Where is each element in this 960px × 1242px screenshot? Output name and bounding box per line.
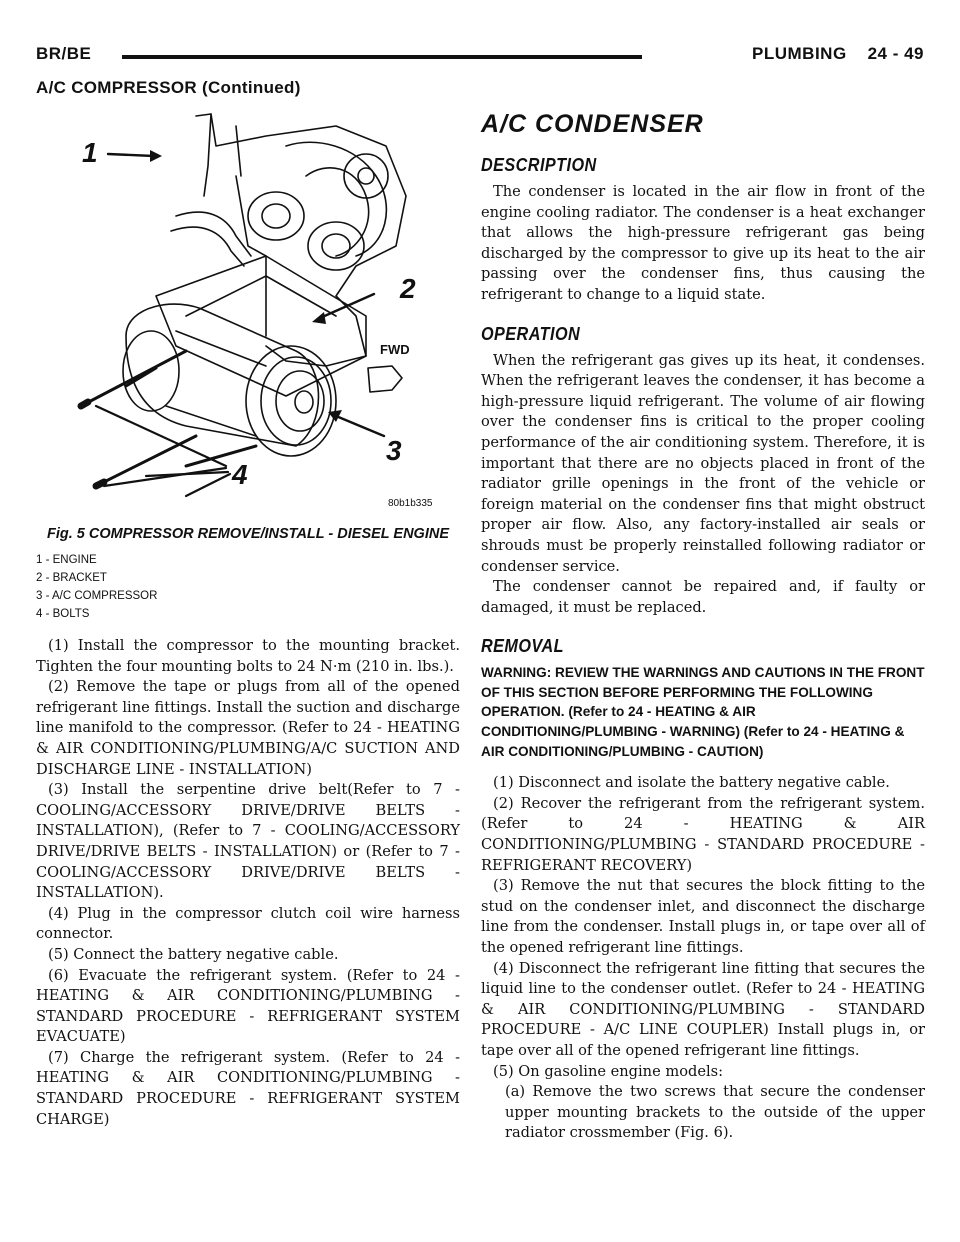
- figure-code: 80b1b335: [388, 498, 433, 509]
- legend-item: 4 - BOLTS: [36, 608, 90, 620]
- figure-legend: [36, 551, 460, 623]
- header-section-page: PLUMBING 24 - 49: [752, 44, 924, 63]
- header-model: BR/BE: [36, 44, 92, 63]
- legend-item: 2 - BRACKET: [36, 572, 107, 584]
- step-paragraph: (1) Disconnect and isolate the battery negative cable.: [493, 774, 890, 792]
- step-paragraph: (3) Remove the nut that secures the block fitting to the stud on the condenser inlet, and disconnect the discharge line from the condenser. Install plugs in, or tape over all of the opened refrigerant line fittings.: [481, 877, 925, 956]
- fwd-label: FWD: [380, 342, 410, 357]
- callout-4: 4: [232, 459, 248, 490]
- step-paragraph: (2) Remove the tape or plugs from all of the opened refrigerant line fittings. Install the suction and discharge line manifold to the compressor. (Refer to 24 - HEATING & AIR CONDITIONING/PLUMBING/A/C SUCTION AND DISCHARGE LINE - INSTALLATION): [36, 678, 460, 778]
- removal-heading: REMOVAL: [481, 636, 564, 657]
- step-paragraph: (3) Install the serpentine drive belt(Refer to 7 - COOLING/ACCESSORY DRIVE/DRIVE BELTS - INSTALLATION), (Refer to 7 - COOLING/ACCESSORY DRIVE/DRIVE BELTS - INSTALLATION) or (Refer to 7 - COOLING/ACCESSORY DRIVE/DRIVE BELTS - INSTALLATION).: [36, 781, 460, 902]
- operation-paragraph: When the refrigerant gas gives up its heat, it condenses. When the refrigerant leaves the condenser, it has become a high-pressure liquid refrigerant. The volume of air flowing over the condenser fins is critical to the proper cooling performance of the air conditioning system. Therefore, it is important that there are no objects placed in front of the radiator grille openings in the front of the vehicle or foreign material on the condenser fins that might obstruct proper air flow. Also, any factory-installed air seals or shrouds must be properly reinstalled following radiator or condenser service.: [481, 351, 925, 575]
- step-paragraph: (2) Recover the refrigerant from the refrigerant system. (Refer to 24 - HEATING & AIR CONDITIONING/PLUMBING - STANDARD PROCEDURE - REFRIGERANT RECOVERY): [481, 794, 925, 874]
- callout-2: 2: [400, 273, 416, 304]
- step-paragraph: (1) Install the compressor to the mounting bracket. Tighten the four mounting bolts to 24 N·m (210 in. lbs.).: [36, 637, 460, 675]
- removal-warning: WARNING: REVIEW THE WARNINGS AND CAUTIONS IN THE FRONT OF THIS SECTION BEFORE PERFORMING THE FOLLOWING OPERATION. (Refer to 24 - HEATING & AIR CONDITIONING/PLUMBING - WARNING) (Refer to 24 - HEATING & AIR CONDITIONING/PLUMBING - CAUTION): [481, 665, 925, 759]
- description-heading: DESCRIPTION: [481, 155, 597, 175]
- step-paragraph: (4) Plug in the compressor clutch coil wire harness connector.: [36, 904, 460, 943]
- removal-steps: [481, 773, 925, 1144]
- operation-heading: OPERATION: [481, 323, 581, 344]
- legend-item: 3 - A/C COMPRESSOR: [36, 590, 158, 602]
- operation-paragraph: The condenser cannot be repaired and, if faulty or damaged, it must be replaced.: [481, 578, 925, 616]
- substep-paragraph: (a) Remove the two screws that secure the condenser upper mounting brackets to the outside of the upper radiator crossmember (Fig. 6).: [505, 1083, 925, 1142]
- callout-1: 1: [82, 137, 98, 168]
- compressor-illustration: [36, 106, 460, 521]
- left-column: [36, 106, 460, 1130]
- step-paragraph: (5) On gasoline engine models:: [493, 1062, 724, 1080]
- header-rule: [122, 55, 642, 59]
- step-paragraph: (4) Disconnect the refrigerant line fitting that secures the liquid line to the condenser outlet. (Refer to 24 - HEATING & AIR CONDITIONING/PLUMBING - STANDARD PROCEDURE - A/C LINE COUPLER) Install plugs in, or tape over all of the opened refrigerant line fittings.: [481, 959, 925, 1059]
- description-paragraph: The condenser is located in the air flow in front of the engine cooling radiator. The condenser is a heat exchanger that allows the high-pressure refrigerant gas being discharged by the compressor to give up its heat to the air passing over the condenser fins, thus causing the refrigerant to change to a liquid state.: [481, 183, 925, 303]
- step-paragraph: (7) Charge the refrigerant system. (Refer to 24 - HEATING & AIR CONDITIONING/PLUMBING - STANDARD PROCEDURE - REFRIGERANT SYSTEM CHARGE): [36, 1048, 460, 1128]
- legend-item: 1 - ENGINE: [36, 554, 97, 566]
- callout-3: 3: [386, 435, 402, 466]
- right-column: [481, 106, 925, 1144]
- operation-body: [481, 351, 925, 619]
- installation-steps: [36, 636, 460, 1130]
- step-paragraph: (6) Evacuate the refrigerant system. (Refer to 24 - HEATING & AIR CONDITIONING/PLUMBING - STANDARD PROCEDURE - REFRIGERANT SYSTEM EVACUATE): [36, 966, 460, 1046]
- description-body: [481, 182, 925, 306]
- step-paragraph: (5) Connect the battery negative cable.: [48, 945, 339, 963]
- figure-compressor: [36, 106, 460, 521]
- section-title: A/C CONDENSER: [481, 110, 704, 138]
- figure-caption: Fig. 5 COMPRESSOR REMOVE/INSTALL - DIESEL ENGINE: [46, 526, 450, 542]
- continued-heading: A/C COMPRESSOR (Continued): [36, 78, 301, 97]
